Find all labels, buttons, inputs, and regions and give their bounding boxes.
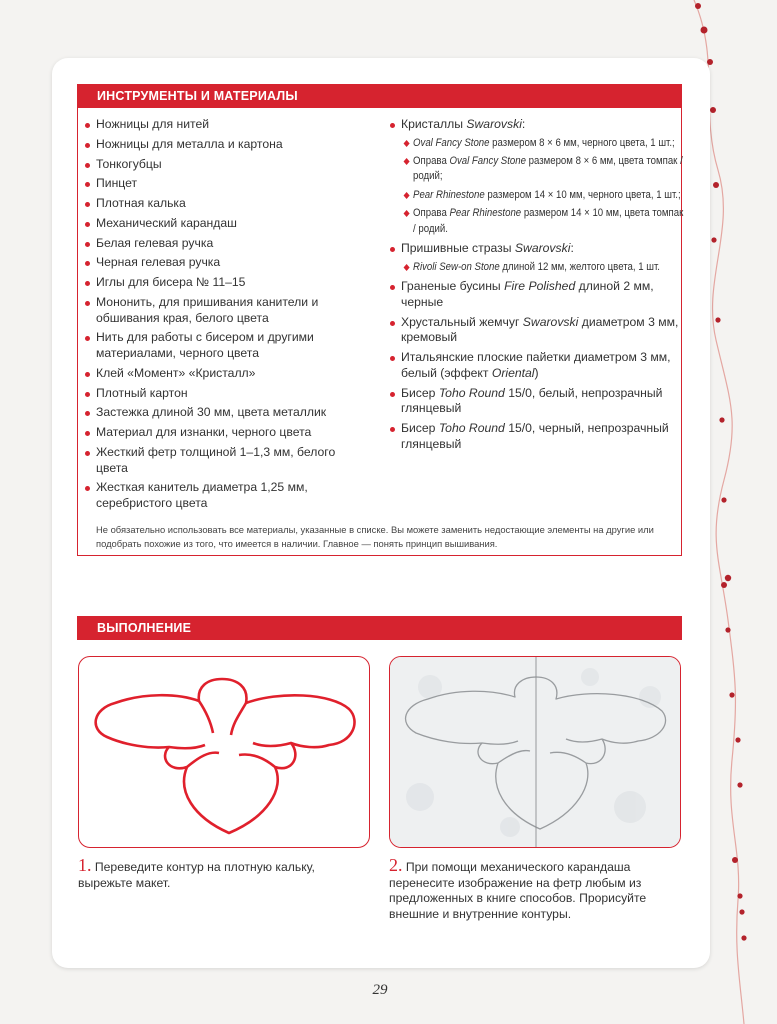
list-item: Иглы для бисера № 11–15 bbox=[84, 275, 356, 291]
step-text: При помощи механического карандаша перенесите изображение на фетр любым из предложенных в книге способов. Прорисуйте внешние и внутренние контуры. bbox=[389, 860, 647, 921]
step-number: 2. bbox=[389, 855, 403, 875]
step2-felt-image bbox=[389, 656, 681, 848]
list-item: Жесткая канитель диаметра 1,25 мм, серебристого цвета bbox=[84, 480, 356, 511]
execution-header: ВЫПОЛНЕНИЕ bbox=[77, 616, 682, 640]
sub-item: Оправа Oval Fancy Stone размером 8 × 6 мм, цвета томпак / родий; bbox=[401, 154, 688, 185]
list-item: Итальянские плоские пайетки диаметром 3 мм, белый (эффект Oriental) bbox=[389, 350, 679, 381]
sub-item: Оправа Pear Rhinestone размером 14 × 10 мм, цвета томпак / родий. bbox=[401, 206, 688, 237]
step-2 bbox=[389, 855, 679, 922]
list-item: Тонкогубцы bbox=[84, 157, 356, 173]
sub-item: Rivoli Sew-on Stone длиной 12 мм, желтого цвета, 1 шт. bbox=[401, 260, 688, 275]
insect-pencil-sketch bbox=[390, 657, 681, 848]
materials-list-right bbox=[389, 117, 684, 456]
list-item: Пинцет bbox=[84, 176, 356, 192]
sub-item: Oval Fancy Stone размером 8 × 6 мм, черного цвета, 1 шт.; bbox=[401, 136, 688, 151]
list-item: Застежка длиной 30 мм, цвета металлик bbox=[84, 405, 356, 421]
list-item-crystals: Кристаллы Swarovski: Oval Fancy Stone размером 8 × 6 мм, черного цвета, 1 шт.; Оправа Oval Fancy Stone размером 8 × 6 мм, цвета томпак / родий; Pear Rhinestone размером 14 × 10 мм, черного цвета, 1 шт.; Оправа Pear Rhinestone размером 14 × 10 мм, цвета томпак / родий. bbox=[389, 117, 679, 237]
step-1 bbox=[78, 855, 370, 891]
list-item-sewon: Пришивные стразы Swarovski: Rivoli Sew-on Stone длиной 12 мм, желтого цвета, 1 шт. bbox=[389, 241, 679, 275]
list-item: Механический карандаш bbox=[84, 216, 356, 232]
list-item: Ножницы для металла и картона bbox=[84, 137, 356, 153]
step-text: Переведите контур на плотную кальку, вырежьте макет. bbox=[78, 860, 315, 890]
list-item: Нить для работы с бисером и другими материалами, черного цвета bbox=[84, 330, 356, 361]
list-item: Клей «Момент» «Кристалл» bbox=[84, 366, 356, 382]
sewon-sublist bbox=[401, 260, 679, 275]
list-item: Плотная калька bbox=[84, 196, 356, 212]
list-item: Жесткий фетр толщиной 1–1,3 мм, белого цвета bbox=[84, 445, 356, 476]
list-item: Черная гелевая ручка bbox=[84, 255, 356, 271]
step-number: 1. bbox=[78, 855, 92, 875]
materials-list-left bbox=[84, 117, 356, 516]
list-item: Плотный картон bbox=[84, 386, 356, 402]
list-item: Граненые бусины Fire Polished длиной 2 мм, черные bbox=[389, 279, 679, 310]
insect-outline-red bbox=[79, 657, 370, 848]
list-item: Хрустальный жемчуг Swarovski диаметром 3 мм, кремовый bbox=[389, 315, 679, 346]
list-item: Бисер Toho Round 15/0, черный, непрозрачный глянцевый bbox=[389, 421, 679, 452]
list-item: Материал для изнанки, черного цвета bbox=[84, 425, 356, 441]
materials-header: ИНСТРУМЕНТЫ И МАТЕРИАЛЫ bbox=[77, 84, 682, 108]
crystals-sublist bbox=[401, 136, 684, 237]
step1-template-image bbox=[78, 656, 370, 848]
list-item: Ножницы для нитей bbox=[84, 117, 356, 133]
materials-note: Не обязательно использовать все материалы, указанные в списке. Вы можете заменить недостающие элементы на другие или подобрать похожие из того, что имеется в наличии. Главное — понять принцип вышивания. bbox=[96, 524, 654, 549]
list-item: Бисер Toho Round 15/0, белый, непрозрачный глянцевый bbox=[389, 386, 679, 417]
list-item: Белая гелевая ручка bbox=[84, 236, 356, 252]
page-number: 29 bbox=[372, 982, 388, 998]
sub-item: Pear Rhinestone размером 14 × 10 мм, черного цвета, 1 шт.; bbox=[401, 188, 688, 203]
list-item: Мононить, для пришивания канители и обшивания края, белого цвета bbox=[84, 295, 356, 326]
